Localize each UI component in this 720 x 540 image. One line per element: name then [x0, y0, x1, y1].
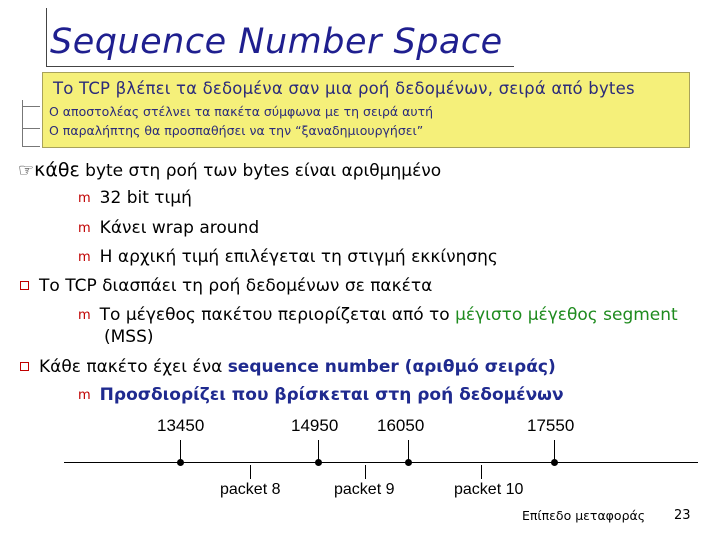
axis-marker-dot [405, 459, 412, 466]
footer-text: Επίπεδο μεταφοράς [522, 508, 646, 523]
sequence-axis [64, 462, 698, 463]
page-number: 23 [674, 508, 691, 523]
bullet-3-text: Κάθε πακέτο έχει ένα [39, 357, 228, 377]
bullet-3 [20, 357, 556, 377]
axis-marker-dot [177, 459, 184, 466]
seq-number-label: 14950 [291, 416, 339, 435]
packet-label: packet 10 [454, 481, 524, 498]
axis-marker-dot [315, 459, 322, 466]
sequence-number-term: sequence number (αριθμό σειράς) [227, 357, 556, 377]
sub-bullet-text: Το μέγεθος πακέτου περιορίζεται από το [99, 305, 456, 325]
sub-bullet [78, 247, 498, 267]
box-connector-tick [22, 106, 40, 107]
box-connector-tick [22, 128, 40, 129]
bullet-marker-icon: m [78, 250, 91, 265]
bullet-marker-icon: m [78, 221, 91, 236]
bullet-marker-icon: m [78, 191, 91, 206]
sub-bullet [78, 305, 678, 325]
bullet-1 [18, 159, 441, 181]
sub-bullet-continuation: (MSS) [104, 327, 154, 347]
box-line-3: Ο παραλήπτης θα προσπαθήσει να την “ξαναδημιουργήσει” [49, 123, 424, 138]
sub-bullet [78, 218, 259, 238]
bullet-1-keyword: κάθε [34, 159, 80, 181]
sub-bullet-text: Η αρχική τιμή επιλέγεται τη στιγμή εκκίνησης [99, 247, 498, 267]
box-connector-tick [22, 146, 40, 147]
pointing-hand-icon: ☞ [18, 160, 35, 181]
title-underline [46, 66, 514, 67]
sub-bullet [78, 385, 564, 405]
sub-bullet-text: 32 bit τιμή [99, 188, 192, 208]
packet-pointer [481, 465, 482, 479]
bullet-2-text: Το TCP διασπάει τη ροή δεδομένων σε πακέτα [39, 276, 433, 296]
seq-number-label: 13450 [157, 416, 205, 435]
highlight-box [42, 72, 690, 148]
bullet-square-icon [20, 362, 29, 371]
bullet-marker-icon: m [78, 388, 91, 403]
title-decor-vline [46, 8, 47, 66]
box-line-2: Ο αποστολέας στέλνει τα πακέτα σύμφωνα με τη σειρά αυτή [49, 104, 434, 119]
packet-pointer [365, 465, 366, 479]
seq-number-label: 17550 [527, 416, 575, 435]
sub-bullet-text: Κάνει wrap around [99, 218, 260, 238]
sub-bullet [78, 188, 192, 208]
bullet-2 [20, 276, 432, 296]
box-line-1: Το TCP βλέπει τα δεδομένα σαν μια ροή δεδομένων, σειρά από bytes [53, 79, 635, 98]
bullet-marker-icon: m [78, 308, 91, 323]
packet-label: packet 8 [220, 481, 281, 498]
seq-number-label: 16050 [377, 416, 425, 435]
bullet-1-text: byte στη ροή των bytes είναι αριθμημένο [79, 161, 442, 181]
axis-marker-dot [551, 459, 558, 466]
mss-highlight: μέγιστο μέγεθος segment [455, 305, 678, 325]
packet-label: packet 9 [334, 481, 395, 498]
bullet-square-icon [20, 281, 29, 290]
page-title: Sequence Number Space [50, 22, 503, 62]
packet-pointer [250, 465, 251, 479]
sub-bullet-text: Προσδιορίζει που βρίσκεται στη ροή δεδομένων [99, 385, 564, 405]
